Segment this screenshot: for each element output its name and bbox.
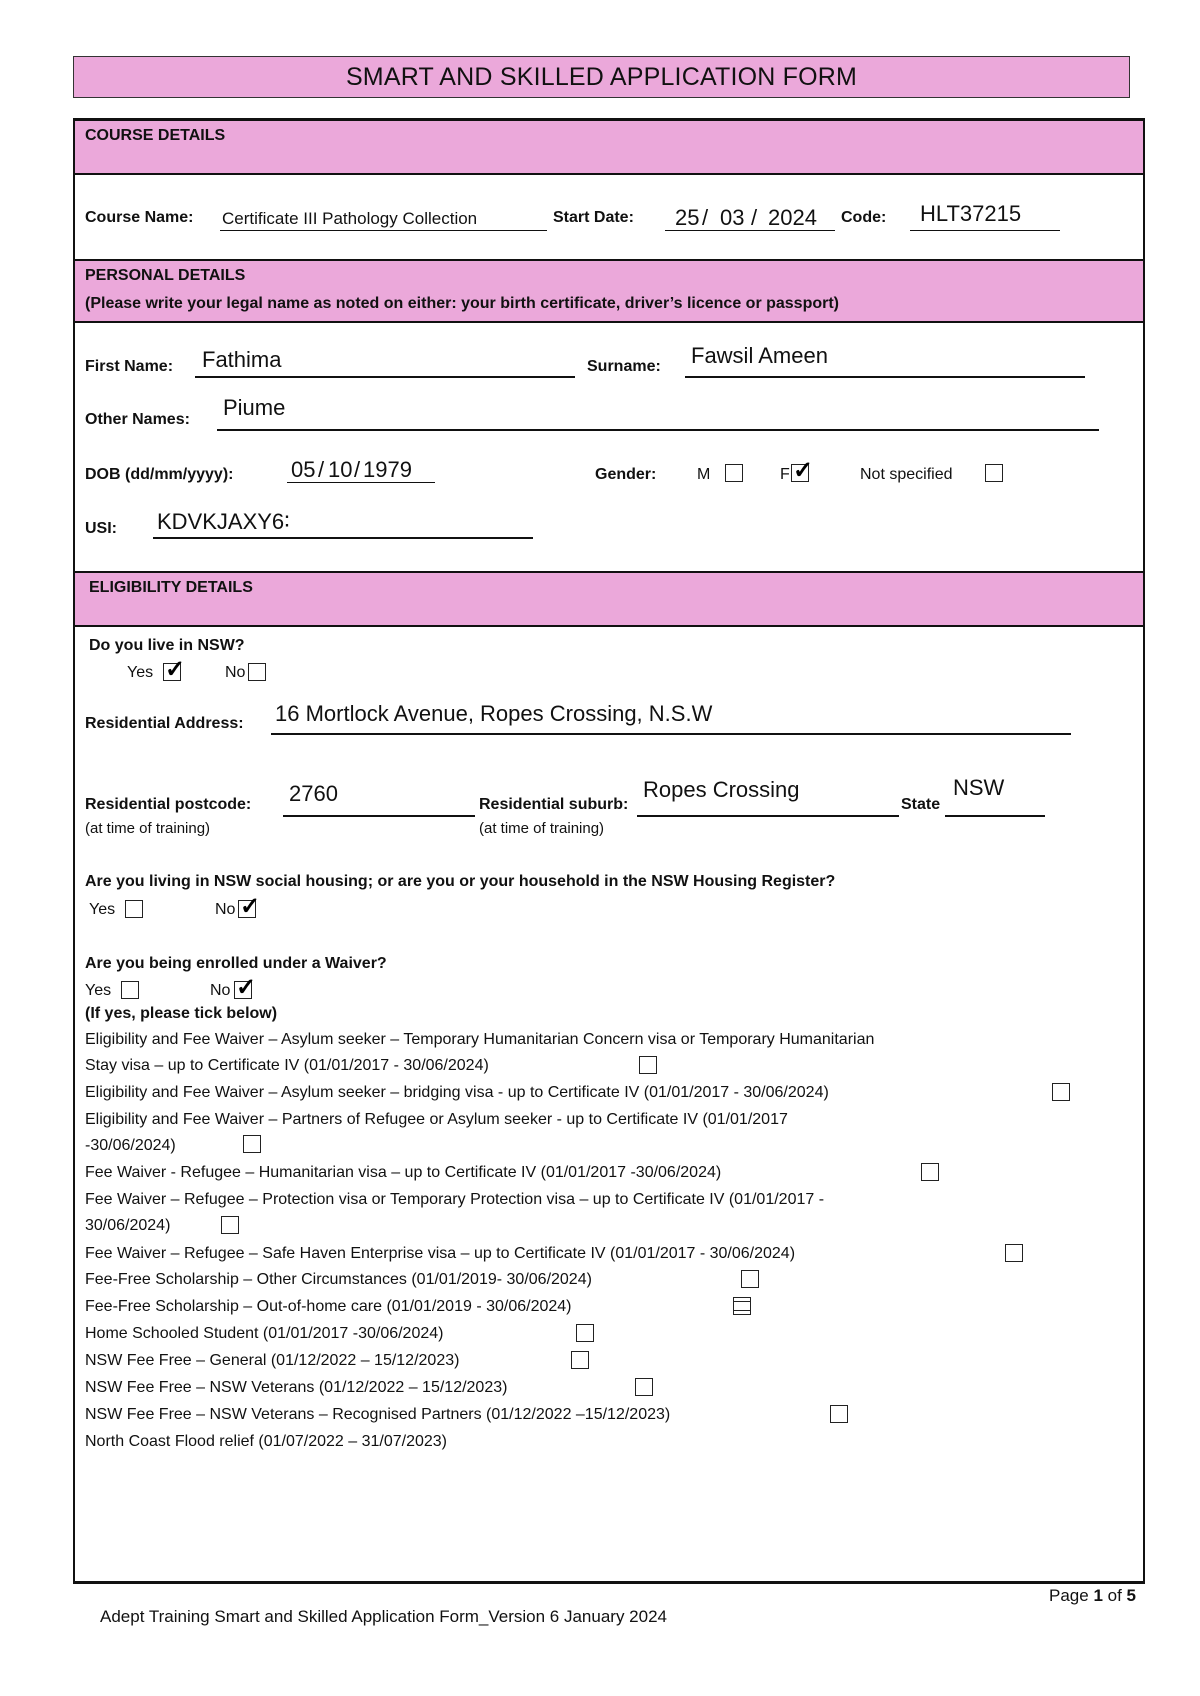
waiver-option-label: Fee Waiver – Refugee – Safe Haven Enterprise visa – up to Certificate IV (01/01/2017 - 30/06/2024): [85, 1245, 796, 1262]
waiver-option-checkbox[interactable]: [576, 1324, 594, 1342]
waiver-yes-label: Yes: [85, 982, 112, 999]
checkmark-icon: ✓: [240, 893, 261, 920]
waiver-option-checkbox[interactable]: [571, 1351, 589, 1369]
checkmark-icon: ✓: [165, 656, 186, 683]
course-name-underline: [220, 230, 547, 231]
suburb-note: (at time of training): [479, 820, 605, 837]
social-housing-yes-checkbox[interactable]: [125, 900, 143, 918]
live-in-nsw-no-checkbox[interactable]: [248, 663, 266, 681]
application-form: COURSE DETAILS Course Name: Certificate III Pathology Collection Start Date: 25 / 03 / 2024 Code: HLT37215 PERSONAL DETAILS (Please write your legal name as noted on either: your birth certificate, driver’s licence or passport) First Name: Fathima Surname: Fawsil Ameen Other Names: Piume DOB (dd/mm/yyyy): 05 / 10 / 1979 Gender: M F ✓ Not specified USI: KDVKJAXY6∶ ELIGIBILITY DETAILS Do you live in NSW? Yes ✓ No Residential Address: 16 Mortlock Avenue, Ropes Crossing, N.S.W Residential postcode: 2760 (at time of training) Residential suburb: Ropes Crossing (at time of training) State NSW Are you living in NSW social housing; or are you or your household in the NSW Housing Register? Yes No ✓ Are you being enrolled under a Waiver? Yes No ✓ (If yes, please tick below) Eligibility and Fee Waiver – Asylum seeker – Temporary Humanitarian Concern visa or Temporary Humanitarian Stay visa – up to Certificate IV (01/01/2017 - 30/06/2024) Eligibility and Fee Waiver – Asylum seeker – bridging visa - up to Certificate IV (01/01/2017 - 30/06/2024) Eligibility and Fee Waiver – Partners of Refugee or Asylum seeker - up to Certificate IV (01/01/2017 -30/06/2024) Fee Waiver - Refugee – Humanitarian visa – up to Certificate IV (01/01/2017 -30/06/2024) Fee Waiver – Refugee – Protection visa or Temporary Protection visa – up to Certificate IV (01/01/2017 - 30/06/2024) Fee Waiver – Refugee – Safe Haven Enterprise visa – up to Certificate IV (01/01/2017 - 30/06/2024) Fee-Free Scholarship – Other Circumstances (01/01/2019- 30/06/2024) Fee-Free Scholarship – Out-of-home care (01/01/2019 - 30/06/2024) Home Schooled Student (01/01/2017 -30/06/2024) NSW Fee Free – General (01/12/2022 – 15/12/2023) NSW Fee Free – NSW Veterans (01/12/2022 – 15/12/2023) NSW Fee Free – NSW Veterans – Recognised Partners (01/12/2022 –15/12/2023) North Coast Flood relief (01/07/2022 – 31/07/2023): [73, 118, 1145, 1584]
gender-not-specified-checkbox[interactable]: [985, 464, 1003, 482]
waiver-option-label: NSW Fee Free – NSW Veterans (01/12/2022 – 15/12/2023): [85, 1379, 508, 1396]
dob-year-field[interactable]: 1979: [363, 457, 412, 482]
section-header-eligibility-details: [75, 571, 1143, 627]
waiver-option-label-cont: Stay visa – up to Certificate IV (01/01/2017 - 30/06/2024): [85, 1057, 489, 1074]
state-label: State: [901, 796, 941, 813]
suburb-label: Residential suburb:: [479, 796, 629, 813]
social-housing-question: Are you living in NSW social housing; or are you or your household in the NSW Housing Register?: [85, 873, 836, 890]
surname-label: Surname:: [587, 358, 661, 375]
page-number: Page 1 of 5: [1049, 1586, 1136, 1605]
waiver-option-label-cont: 30/06/2024): [85, 1217, 171, 1234]
waiver-option-label: Fee Waiver – Refugee – Protection visa or Temporary Protection visa – up to Certificate IV (01/01/2017 -: [85, 1191, 825, 1208]
waiver-option-label: NSW Fee Free – General (01/12/2022 – 15/12/2023): [85, 1352, 460, 1369]
waiver-option-checkbox[interactable]: [243, 1135, 261, 1153]
waiver-option-label: Fee-Free Scholarship – Out-of-home care (01/01/2019 - 30/06/2024): [85, 1298, 572, 1315]
section-heading: ELIGIBILITY DETAILS: [89, 579, 253, 596]
address-label: Residential Address:: [85, 715, 244, 732]
gender-f-label: F: [780, 466, 790, 483]
waiver-yes-checkbox[interactable]: [121, 981, 139, 999]
code-label: Code:: [841, 209, 887, 226]
live-in-nsw-yes-label: Yes: [127, 664, 154, 681]
suburb-underline: [637, 815, 899, 817]
waiver-option-label: Fee Waiver - Refugee – Humanitarian visa – up to Certificate IV (01/01/2017 -30/06/2024): [85, 1164, 722, 1181]
surname-underline: [685, 376, 1085, 378]
social-housing-no-checkbox[interactable]: [238, 893, 261, 920]
start-date-day-field[interactable]: 25: [675, 205, 700, 230]
course-name-field[interactable]: Certificate III Pathology Collection: [222, 209, 478, 228]
waiver-option-label-cont: -30/06/2024): [85, 1137, 176, 1154]
course-name-label: Course Name:: [85, 209, 194, 226]
live-in-nsw-yes-checkbox[interactable]: [163, 656, 186, 683]
section-header-course-details: [75, 121, 1143, 175]
section-heading: COURSE DETAILS: [85, 127, 226, 144]
gender-f-checkbox[interactable]: [791, 457, 814, 484]
footer-document-name: Adept Training Smart and Skilled Application Form_Version 6 January 2024: [100, 1607, 667, 1626]
section-header-personal-details: [75, 259, 1143, 323]
start-date-underline: [665, 230, 835, 231]
postcode-label: Residential postcode:: [85, 796, 252, 813]
dob-label: DOB (dd/mm/yyyy):: [85, 466, 234, 483]
waiver-option-label: North Coast Flood relief (01/07/2022 – 31/07/2023): [85, 1433, 448, 1450]
start-date-month-field[interactable]: 03: [720, 205, 745, 230]
form-title: SMART AND SKILLED APPLICATION FORM: [73, 56, 1130, 98]
waiver-option-checkbox[interactable]: [1052, 1083, 1070, 1101]
waiver-no-label: No: [210, 982, 231, 999]
dob-underline: [287, 482, 435, 483]
waiver-option-label: NSW Fee Free – NSW Veterans – Recognised Partners (01/12/2022 –15/12/2023): [85, 1406, 671, 1423]
gender-m-label: M: [697, 466, 711, 483]
waiver-option-label: Fee-Free Scholarship – Other Circumstances (01/01/2019- 30/06/2024): [85, 1271, 592, 1288]
usi-underline: [153, 537, 533, 539]
waiver-option-label: Eligibility and Fee Waiver – Asylum seeker – bridging visa - up to Certificate IV (01/01/2017 - 30/06/2024): [85, 1084, 829, 1101]
waiver-option-checkbox[interactable]: [921, 1163, 939, 1181]
address-underline: [271, 733, 1071, 735]
code-underline: [910, 230, 1060, 231]
waiver-option-checkbox[interactable]: [733, 1297, 751, 1315]
gender-not-specified-label: Not specified: [860, 466, 953, 483]
waiver-no-checkbox[interactable]: [234, 974, 257, 1001]
live-in-nsw-question: Do you live in NSW?: [89, 637, 245, 654]
checkmark-icon: ✓: [793, 457, 814, 484]
section-subheading: (Please write your legal name as noted on either: your birth certificate, driver’s licence or passport): [85, 295, 840, 312]
waiver-option-checkbox[interactable]: [741, 1270, 759, 1288]
social-housing-no-label: No: [215, 901, 236, 918]
waiver-option-label: Eligibility and Fee Waiver – Asylum seeker – Temporary Humanitarian Concern visa or Temporary Humanitarian: [85, 1031, 875, 1048]
waiver-option-checkbox[interactable]: [221, 1216, 239, 1234]
gender-label: Gender:: [595, 466, 657, 483]
waiver-option-checkbox[interactable]: [639, 1056, 657, 1074]
postcode-field[interactable]: 2760: [289, 781, 338, 806]
waiver-question: Are you being enrolled under a Waiver?: [85, 955, 387, 972]
social-housing-yes-label: Yes: [89, 901, 116, 918]
waiver-option-label: Home Schooled Student (01/01/2017 -30/06/2024): [85, 1325, 444, 1342]
surname-field[interactable]: Fawsil Ameen: [691, 343, 828, 368]
waiver-option-checkbox[interactable]: [635, 1378, 653, 1396]
suburb-field[interactable]: Ropes Crossing: [643, 777, 800, 802]
postcode-underline: [283, 815, 475, 817]
usi-field[interactable]: KDVKJAXY6∶: [157, 509, 290, 534]
start-date-label: Start Date:: [553, 209, 634, 226]
state-field[interactable]: NSW: [953, 775, 1005, 800]
usi-label: USI:: [85, 520, 117, 537]
waiver-instruction: (If yes, please tick below): [85, 1005, 278, 1022]
section-heading: PERSONAL DETAILS: [85, 267, 246, 284]
dob-month-field[interactable]: 10: [328, 457, 353, 482]
waiver-option-label: Eligibility and Fee Waiver – Partners of Refugee or Asylum seeker - up to Certificate IV (01/01/2017: [85, 1111, 788, 1128]
code-field[interactable]: HLT37215: [920, 201, 1022, 226]
gender-m-checkbox[interactable]: [725, 464, 743, 482]
first-name-field[interactable]: Fathima: [202, 347, 282, 372]
live-in-nsw-no-label: No: [225, 664, 246, 681]
other-names-label: Other Names:: [85, 411, 190, 428]
waiver-option-checkbox[interactable]: [1005, 1244, 1023, 1262]
state-underline: [945, 815, 1045, 817]
start-date-year-field[interactable]: 2024: [768, 205, 817, 230]
other-names-underline: [217, 429, 1099, 431]
other-names-field[interactable]: Piume: [223, 395, 286, 420]
checkmark-icon: ✓: [236, 974, 257, 1001]
address-field[interactable]: 16 Mortlock Avenue, Ropes Crossing, N.S.W: [275, 701, 713, 726]
first-name-label: First Name:: [85, 358, 174, 375]
waiver-option-checkbox[interactable]: [830, 1405, 848, 1423]
dob-day-field[interactable]: 05: [291, 457, 316, 482]
first-name-underline: [195, 376, 575, 378]
postcode-note: (at time of training): [85, 820, 211, 837]
